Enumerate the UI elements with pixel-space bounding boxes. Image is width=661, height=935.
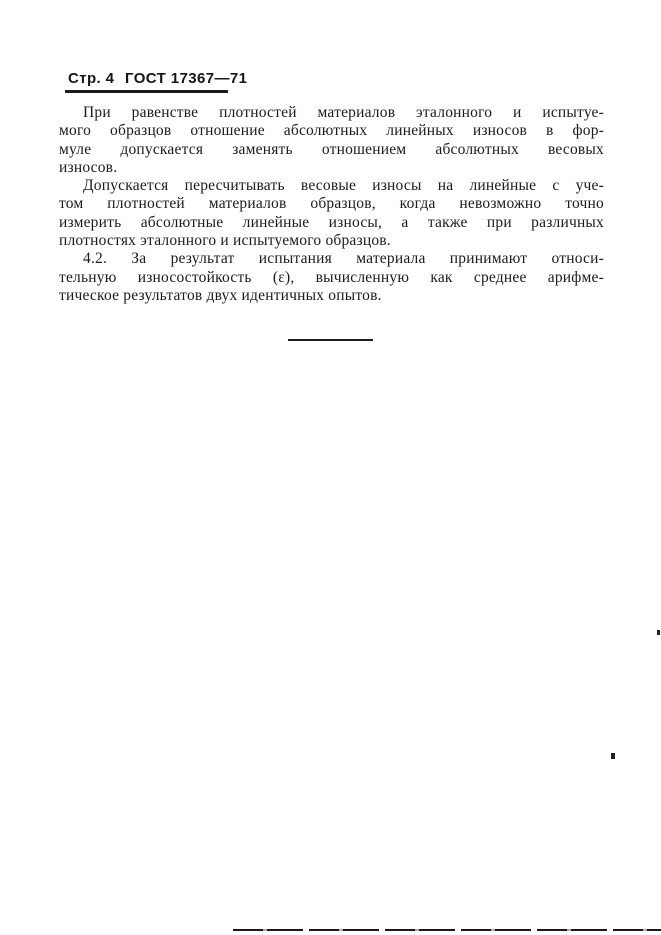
paragraph-line: измерить абсолютные линейные износы, а также при различных: [59, 213, 604, 231]
paragraph-line: При равенстве плотностей материалов эталонного и испытуе-: [83, 104, 604, 121]
paragraph-line: том плотностей материалов образцов, когда невозможно точно: [59, 195, 604, 213]
paragraph-line: тическое результатов двух идентичных опытов.: [59, 286, 382, 304]
scan-speck: [611, 753, 615, 759]
document-body: [59, 104, 604, 305]
page-bottom-edge: [233, 929, 661, 931]
page-header: [68, 70, 247, 87]
paragraph-line: муле допускается заменять отношением абсолютных весовых: [59, 140, 604, 158]
document-number: ГОСТ 17367—71: [125, 70, 248, 87]
paragraph-line: тельную износостойкость (ε), вычисленную как среднее арифме-: [59, 268, 604, 286]
scan-speck: [657, 630, 660, 635]
paragraph-line: плотностях эталонного и испытуемого образцов.: [59, 232, 391, 250]
paragraph-line: износов.: [59, 158, 118, 176]
paragraph-line: 4.2. За результат испытания материала принимают относи-: [83, 250, 604, 268]
paragraph-line: Допускается пересчитывать весовые износы на линейные с уче-: [83, 177, 604, 195]
paragraph-line: мого образцов отношение абсолютных линейных износов в фор-: [59, 122, 604, 140]
section-separator: [288, 339, 373, 341]
page-number-label: Стр. 4: [68, 70, 115, 87]
header-rule: [65, 90, 228, 93]
